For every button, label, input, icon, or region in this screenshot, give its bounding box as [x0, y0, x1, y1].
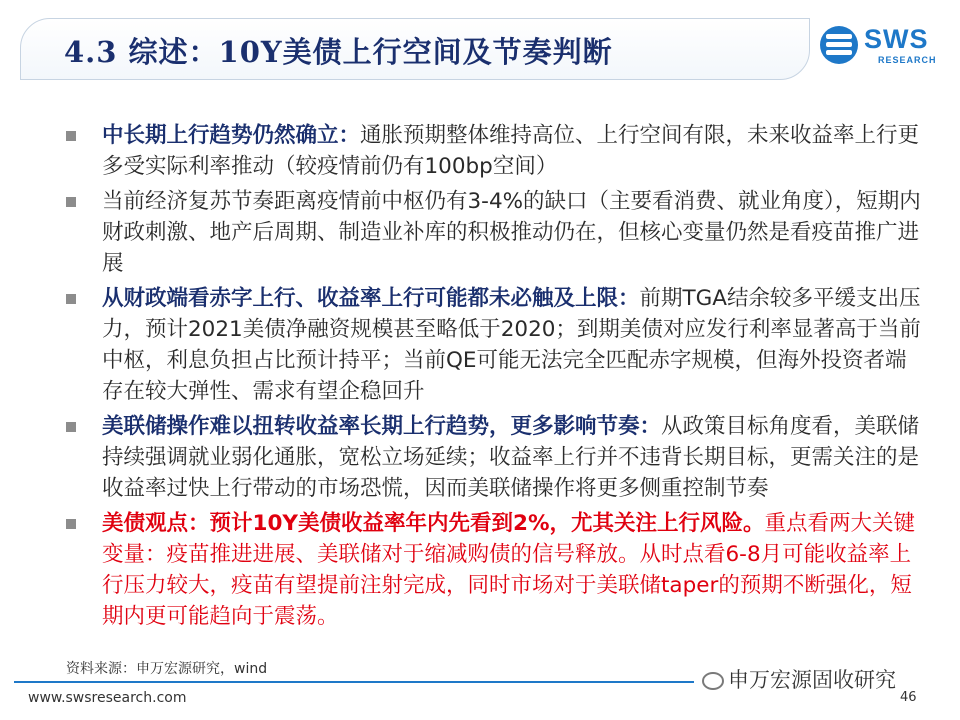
page-title: 4.3 综述：10Y美债上行空间及节奏判断: [64, 35, 613, 69]
page-number: 46: [900, 690, 917, 705]
square-bullet-icon: [66, 197, 76, 207]
wechat-icon: [702, 672, 724, 690]
footer-url: www.swsresearch.com: [28, 690, 187, 706]
logo-text: SWS: [864, 24, 929, 54]
bullet-item: [66, 411, 926, 504]
bullet-text: 前期TGA结余较多平缓支出压力，预计2021美债净融资规模甚至略低于2020；到期美债对应发行利率显著高于当前中枢，利息负担占比预计持平；当前QE可能无法完全匹配赤字规模，但海外投资者端存在较大弹性、需求有望企稳回升: [102, 286, 921, 404]
square-bullet-icon: [66, 294, 76, 304]
watermark: [702, 664, 932, 692]
bullet-item: [66, 283, 926, 407]
sws-logo: [820, 24, 940, 68]
bullet-lead: 美联储操作难以扭转收益率长期上行趋势，更多影响节奏：: [102, 414, 662, 439]
bullet-text: 从政策目标角度看，美联储持续强调就业弱化通胀，宽松立场延续；收益率上行并不违背长期目标，更需关注的是收益率过快上行带动的市场恐慌，因而美联储操作将更多侧重控制节奏: [102, 414, 920, 501]
bullet-item: [66, 186, 926, 279]
source-note: 资料来源：申万宏源研究，wind: [66, 661, 268, 677]
bullet-text: 当前经济复苏节奏距离疫情前中枢仍有3-4%的缺口（主要看消费、就业角度），短期内财政刺激、地产后周期、制造业补库的积极推动仍在，但核心变量仍然是看疫苗推广进展: [102, 189, 921, 276]
bullet-text: 通胀预期整体维持高位、上行空间有限，未来收益率上行更多受实际利率推动（较疫情前仍有100bp空间）: [102, 123, 920, 179]
bullet-item: [66, 508, 926, 632]
bullet-lead: 中长期上行趋势仍然确立：: [102, 123, 361, 148]
watermark-text: 申万宏源固收研究: [728, 668, 896, 692]
square-bullet-icon: [66, 422, 76, 432]
bullet-list: [66, 120, 926, 636]
logo-mark-icon: [820, 26, 858, 64]
bullet-text-highlight: 重点看两大关键变量：疫苗推进进展、美联储对于缩减购债的信号释放。从时点看6-8月可能收益率上行压力较大，疫苗有望提前注射完成，同时市场对于美联储taper的预期不断强化，短期内更可能趋向于震荡。: [102, 511, 916, 629]
bullet-lead: 从财政端看赤字上行、收益率上行可能都未必触及上限：: [102, 286, 640, 311]
square-bullet-icon: [66, 519, 76, 529]
bullet-lead-highlight: 美债观点：预计10Y美债收益率年内先看到2%，尤其关注上行风险。: [102, 511, 765, 536]
logo-subtext: RESEARCH: [878, 55, 937, 65]
bullet-item: [66, 120, 926, 182]
square-bullet-icon: [66, 131, 76, 141]
footer-divider: [14, 681, 694, 683]
